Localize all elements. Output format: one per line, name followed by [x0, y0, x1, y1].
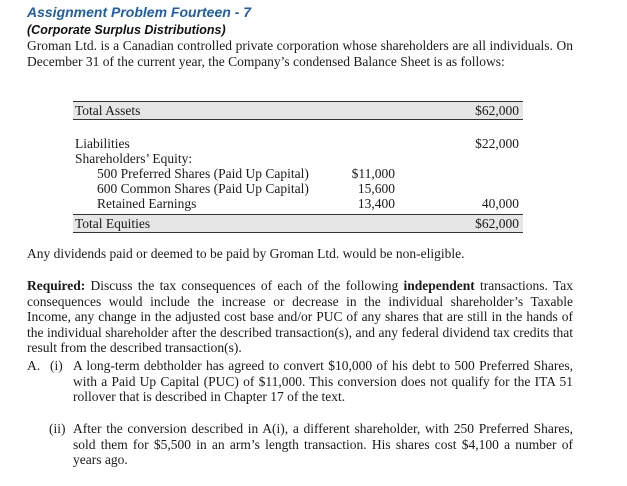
total-assets-label: Total Assets [75, 103, 141, 118]
assignment-title: Assignment Problem Fourteen - 7 [27, 4, 252, 20]
common-shares-amount: 15,600 [357, 181, 395, 196]
liabilities-amount: $22,000 [475, 136, 519, 151]
item-ii-text: After the conversion described in A(i), a different shareholder, with 250 Preferred Shares, sold them for $5,500 in an arm’s length transaction. His shares cost $4,100 a number of years ago. [73, 421, 573, 467]
required-text-after: transactions. Tax consequences would include the increase or decrease in the individual shareholder’s Taxable Income, any change in the adjusted cost base and/or PUC of any shares that are still in the hands of the individual shareholder after the described transaction(s), and any federal dividend tax credits that result from the described transaction(s). [27, 278, 573, 355]
assignment-subtitle: (Corporate Surplus Distributions) [27, 23, 226, 37]
equity-total-amount: 40,000 [481, 196, 519, 211]
total-equities-row [73, 214, 523, 233]
retained-earnings-amount: 13,400 [357, 196, 395, 211]
retained-earnings-row [73, 195, 523, 212]
item-i-marker: (i) [50, 358, 63, 373]
required-paragraph [27, 278, 573, 356]
item-ii-marker: (ii) [49, 421, 66, 436]
total-equities-label: Total Equities [75, 216, 151, 231]
total-equities-amount: $62,000 [475, 216, 519, 231]
liabilities-label: Liabilities [75, 136, 130, 151]
total-assets-amount: $62,000 [475, 103, 519, 118]
required-emphasis: independent [403, 278, 475, 293]
total-assets-row [73, 101, 523, 120]
required-label: Required: [27, 278, 86, 293]
preferred-shares-label: 500 Preferred Shares (Paid Up Capital) [97, 166, 309, 181]
required-text-before: Discuss the tax consequences of each of the following [85, 278, 404, 293]
item-i-text: A long-term debtholder has agreed to convert $10,000 of his debt to 500 Preferred Shares, with a Paid Up Capital (PUC) of $11,000. This conversion does not qualify for the ITA 51 rollover that is described in Chapter 17 of the text. [73, 358, 573, 404]
dividend-note: Any dividends paid or deemed to be paid by Groman Ltd. would be non-eligible. [27, 246, 465, 261]
equity-label: Shareholders’ Equity: [75, 151, 193, 166]
part-a-letter: A. [27, 358, 41, 373]
preferred-shares-amount: $11,000 [351, 166, 395, 181]
intro-paragraph: Groman Ltd. is a Canadian controlled private corporation whose shareholders are all individuals. On December 31 of the current year, the Company’s condensed Balance Sheet is as follows: [27, 38, 573, 69]
common-shares-label: 600 Common Shares (Paid Up Capital) [97, 181, 309, 196]
retained-earnings-label: Retained Earnings [97, 196, 197, 211]
